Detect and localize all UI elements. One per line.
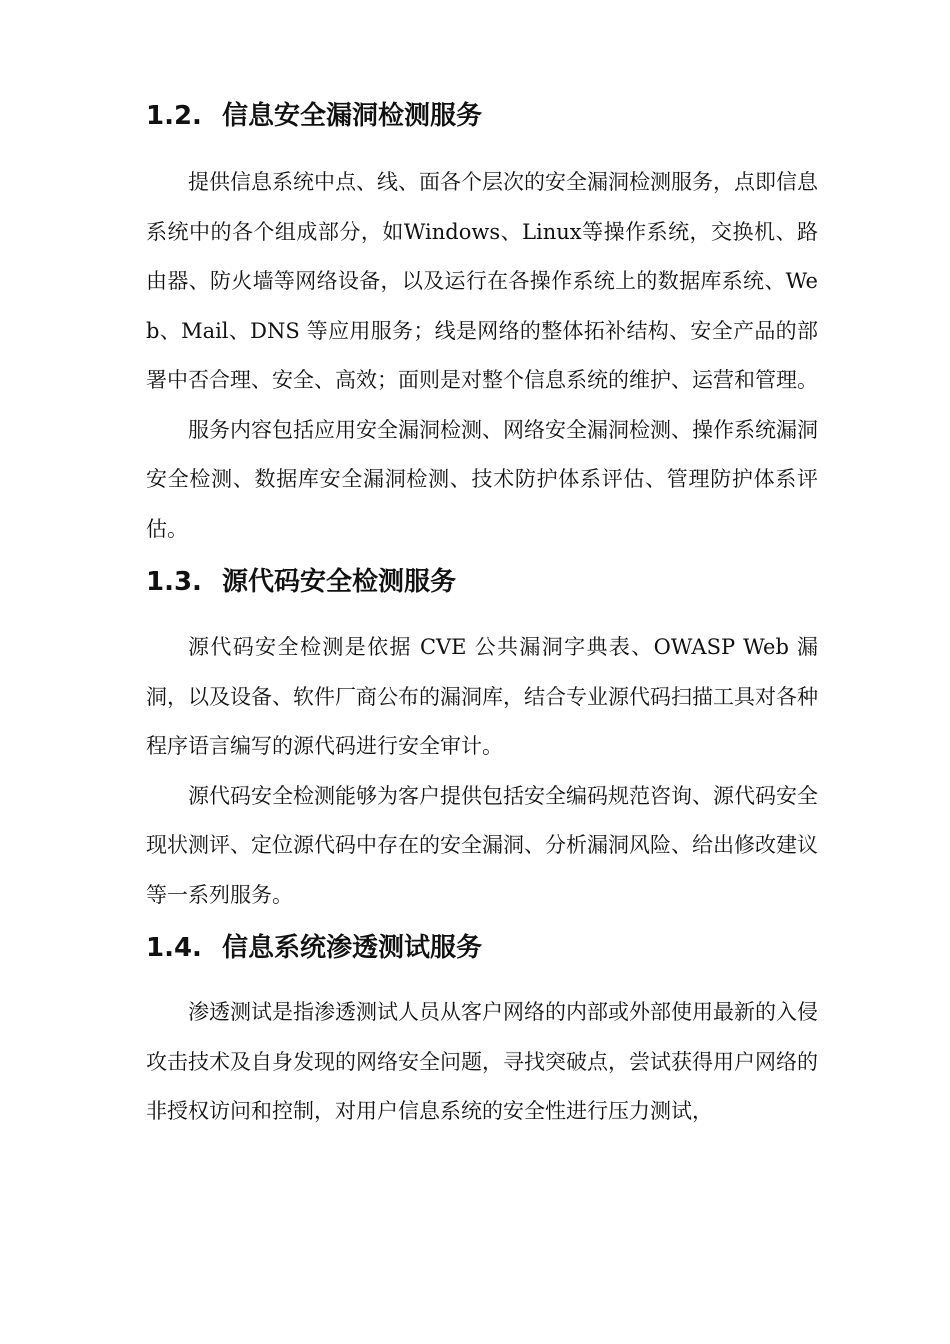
section-title: 源代码安全检测服务	[221, 567, 456, 597]
section-1-2	[146, 92, 818, 554]
section-title: 信息系统渗透测试服务	[221, 933, 482, 963]
section-number: 1.4.	[146, 933, 202, 963]
paragraph: 渗透测试是指渗透测试人员从客户网络的内部或外部使用最新的入侵攻击技术及自身发现的网络安全问题，寻找突破点，尝试获得用户网络的非授权访问和控制，对用户信息系统的安全性进行压力测试，	[146, 1000, 818, 1123]
section-number: 1.2.	[146, 101, 202, 131]
section-1-4	[146, 924, 818, 1137]
document-page	[146, 92, 818, 1137]
paragraph: 提供信息系统中点、线、面各个层次的安全漏洞检测服务，点即信息系统中的各个组成部分，如Windows、Linux等操作系统，交换机、路由器、防火墙等网络设备，以及运行在各操作系统上的数据库系统、Web、Mail、DNS 等应用服务；线是网络的整体拓补结构、安全产品的部署中否合理、安全、高效；面则是对整个信息系统的维护、运营和管理。	[146, 170, 818, 392]
section-heading	[146, 92, 818, 140]
paragraph: 源代码安全检测能够为客户提供包括安全编码规范咨询、源代码安全现状测评、定位源代码中存在的安全漏洞、分析漏洞风险、给出修改建议等一系列服务。	[146, 783, 818, 907]
section-heading	[146, 558, 818, 606]
section-heading	[146, 924, 818, 972]
paragraph: 源代码安全检测是依据 CVE 公共漏洞字典表、OWASP Web 漏洞，以及设备、软件厂商公布的漏洞库，结合专业源代码扫描工具对各种程序语言编写的源代码进行安全审计。	[146, 635, 818, 758]
section-number: 1.3.	[146, 567, 202, 597]
section-title: 信息安全漏洞检测服务	[221, 101, 482, 131]
section-1-3	[146, 558, 818, 920]
paragraph: 服务内容包括应用安全漏洞检测、网络安全漏洞检测、操作系统漏洞安全检测、数据库安全漏洞检测、技术防护体系评估、管理防护体系评估。	[146, 417, 818, 541]
